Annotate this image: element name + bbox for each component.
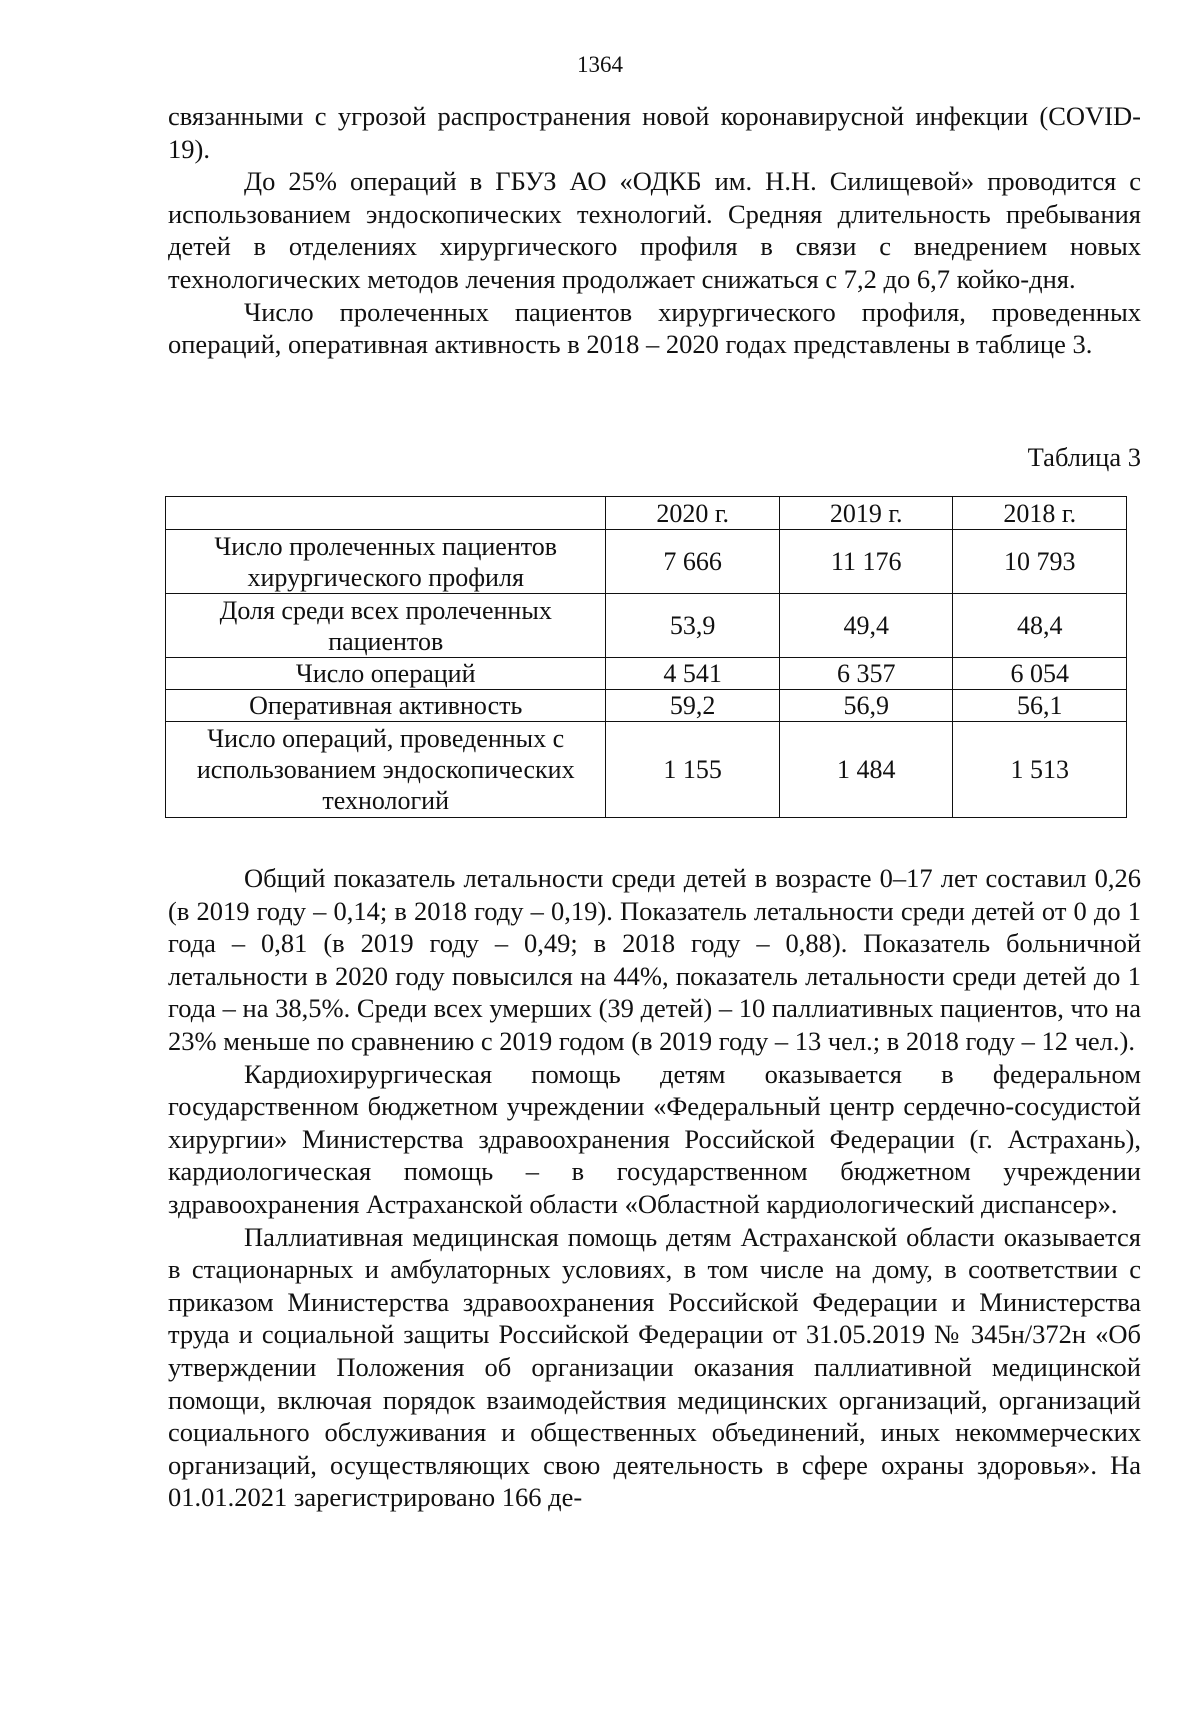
table-cell: 11 176 [779,530,953,594]
body-text-bottom [168,862,1141,1514]
table-cell: 56,9 [779,690,953,722]
table-cell: Оперативная активность [166,690,606,722]
table-cell: 56,1 [953,690,1127,722]
table-cell: Число операций, проведенных с использованием эндоскопических технологий [166,722,606,818]
table-caption: Таблица 3 [1027,442,1141,472]
table-cell: 10 793 [953,530,1127,594]
table-header-cell: 2020 г. [606,497,780,530]
table-cell: 6 054 [953,658,1127,690]
paragraph: До 25% операций в ГБУЗ АО «ОДКБ им. Н.Н. Силищевой» проводится с использованием эндоскопических технологий. Средняя длительность пребывания детей в отделениях хирургического профиля в связи с внедрением новых технологических методов лечения продолжает снижаться с 7,2 до 6,7 койко-дня. [168,166,1141,294]
table-row [166,594,1127,658]
table-cell: Число операций [166,658,606,690]
data-table [165,496,1127,818]
table-cell: 49,4 [779,594,953,658]
body-text-top [168,100,1141,361]
table-row [166,530,1127,594]
table-cell: 1 484 [779,722,953,818]
table-cell: 48,4 [953,594,1127,658]
table-cell: 7 666 [606,530,780,594]
table-row [166,690,1127,722]
table-row [166,658,1127,690]
paragraph: Общий показатель летальности среди детей в возрасте 0–17 лет составил 0,26 (в 2019 году – 0,14; в 2018 году – 0,19). Показатель летальности среди детей от 0 до 1 года – 0,81 (в 2019 году – 0,49; в 2018 году – 0,88). Показатель больничной летальности в 2020 году повысился на 44%, показатель летальности среди детей до 1 года – на 38,5%. Среди всех умерших (39 детей) – 10 паллиативных пациентов, что на 23% меньше по сравнению с 2019 годом (в 2019 году – 13 чел.; в 2018 году – 12 чел.). [168,863,1141,1056]
table-cell: 59,2 [606,690,780,722]
paragraph: Паллиативная медицинская помощь детям Астраханской области оказывается в стационарных и амбулаторных условиях, в том числе на дому, в соответствии с приказом Министерства здравоохранения Российской Федерации и Министерства труда и социальной защиты Российской Федерации от 31.05.2019 № 345н/372н «Об утверждении Положения об организации оказания паллиативной медицинской помощи, включая порядок взаимодействия медицинских организаций, организаций социального обслуживания и общественных объединений, иных некоммерческих организаций, осуществляющих свою деятельность в сфере охраны здоровья». На 01.01.2021 зарегистрировано 166 де- [168,1221,1141,1513]
paragraph: Число пролеченных пациентов хирургического профиля, проведенных операций, оперативная активность в 2018 – 2020 годах представлены в таблице 3. [168,296,1141,360]
table-header-row [166,497,1127,530]
table-cell: 6 357 [779,658,953,690]
table-cell: 53,9 [606,594,780,658]
table-cell: Доля среди всех пролеченных пациентов [166,594,606,658]
table-cell: 1 513 [953,722,1127,818]
page-number: 1364 [577,52,623,77]
paragraph: Кардиохирургическая помощь детям оказывается в федеральном государственном бюджетном учреждении «Федеральный центр сердечно-сосудистой хирургии» Министерства здравоохранения Российской Федерации (г. Астрахань), кардиологическая помощь – в государственном бюджетном учреждении здравоохранения Астраханской области «Областной кардиологический диспансер». [168,1058,1141,1219]
table-cell: 1 155 [606,722,780,818]
table-header-cell [166,497,606,530]
table-header-cell: 2019 г. [779,497,953,530]
table-cell: 4 541 [606,658,780,690]
table-cell: Число пролеченных пациентов хирургического профиля [166,530,606,594]
table-header-cell: 2018 г. [953,497,1127,530]
paragraph: связанными с угрозой распространения новой коронавирусной инфекции (COVID-19). [168,101,1141,164]
table-row [166,722,1127,818]
